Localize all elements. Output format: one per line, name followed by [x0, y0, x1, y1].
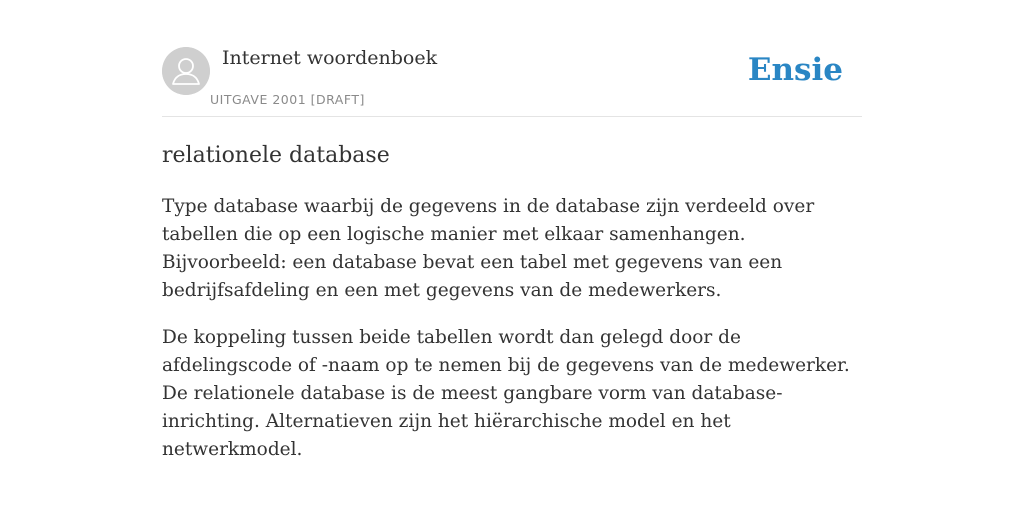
page-container — [162, 0, 862, 464]
ensie-logo-link[interactable]: Ensie — [747, 52, 843, 88]
source-header — [162, 0, 862, 117]
entry-definition — [162, 193, 862, 464]
user-silhouette-icon[interactable] — [162, 47, 210, 95]
definition-paragraph: De koppeling tussen beide tabellen wordt dan gelegd door de afdelingscode of -naam op te nemen bij de gegevens van de medewerker. De relationele database is de meest gangbare vorm van database-inrichting. Alternatieven zijn het hiërarchische model en het netwerkmodel. — [162, 327, 850, 460]
entry-term: relationele database — [162, 143, 390, 168]
edition-label: UITGAVE 2001 [DRAFT] — [210, 92, 365, 107]
definition-paragraph: Type database waarbij de gegevens in de database zijn verdeeld over tabellen die op een logische manier met elkaar samenhangen. Bijvoorbeeld: een database bevat een tabel met gegevens van een bedrijfsafdeling en een met gegevens van de medewerkers. — [162, 196, 815, 301]
source-name-link[interactable]: Internet woordenboek — [222, 47, 438, 69]
